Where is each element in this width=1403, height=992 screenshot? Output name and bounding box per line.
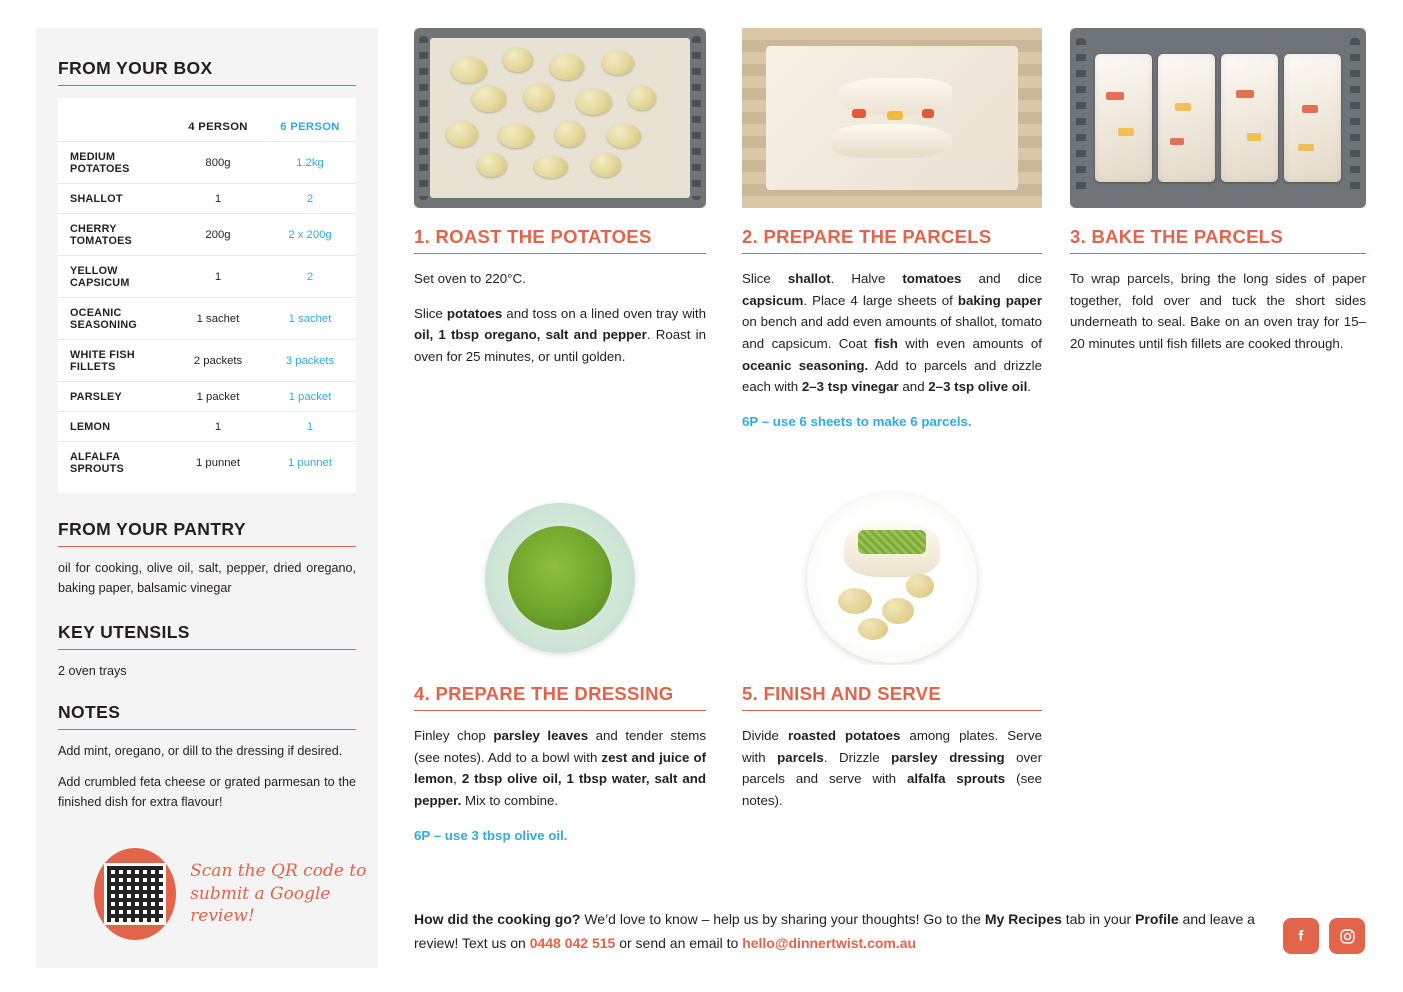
qty-6person: 1.2kg [264,142,356,184]
from-your-pantry-heading: FROM YOUR PANTRY [58,519,246,539]
step-1-title: 1. ROAST THE POTATOES [414,226,652,247]
fish-parcel-assembly-photo [742,28,1042,208]
footer-text-3: and leave a review! Text us on [414,911,1255,952]
ingredient-name: YELLOW CAPSICUM [58,256,172,298]
facebook-icon[interactable] [1283,918,1319,954]
qty-4person: 1 sachet [172,298,264,340]
col-header-4person: 4 PERSON [172,112,264,142]
table-row [58,298,356,340]
step-2-tip: 6P – use 6 sheets to make 6 parcels. [742,414,972,430]
table-row [58,184,356,214]
from-your-box-heading: FROM YOUR BOX [58,58,213,78]
ingredient-name: PARSLEY [58,382,172,412]
finished-plate-photo [742,490,1042,665]
qty-4person: 1 [172,412,264,442]
footer-profile: Profile [1135,911,1179,928]
ingredient-name: WHITE FISH FILLETS [58,340,172,382]
qr-code-icon[interactable] [104,863,166,925]
step-divider [414,710,706,711]
footer-text-2: tab in your [1061,911,1136,928]
step-divider [742,710,1042,711]
footer-text-4: or send an email to [615,935,743,952]
parcels-on-oven-tray-photo [1070,28,1366,208]
ingredient-name: ALFALFA SPROUTS [70,450,124,475]
spacer [58,493,356,519]
qr-caption-line1: Scan the QR code to [190,860,367,881]
step-5-paragraph-1: Divide roasted potatoes among plates. Serve with parcels. Drizzle parsley dressing over parcels and serve with alfalfa sprouts (see notes). [742,728,1043,809]
key-utensils-heading: KEY UTENSILS [58,622,190,643]
note-item: Add mint, oregano, or dill to the dressing if desired. [58,743,343,758]
step-3-column [1070,28,1366,368]
col-header-ingredient [58,112,172,142]
qty-6person: 2 [264,184,356,214]
footer-feedback [414,908,1274,956]
qty-4person: 200g [172,214,264,256]
table-row [58,442,356,484]
notes-heading: NOTES [58,701,121,722]
instagram-icon[interactable] [1329,918,1365,954]
step-3-title: 3. BAKE THE PARCELS [1070,226,1283,247]
pantry-text: oil for cooking, olive oil, salt, pepper, dried oregano, baking paper, balsamic vinegar [58,561,356,595]
qty-6person: 3 packets [264,340,356,382]
heading-divider [58,546,356,547]
roasted-potatoes-tray-photo [414,28,706,208]
qr-caption-line2: submit a Google review! [190,883,331,927]
step-2-title: 2. PREPARE THE PARCELS [742,226,992,247]
notes-section [58,702,356,813]
step-4-tip: 6P – use 3 tbsp olive oil. [414,827,568,843]
step-5-column [742,490,1042,825]
table-row [58,412,356,442]
table-row [58,256,356,298]
step-4-column [414,490,706,846]
qr-caption [190,860,378,929]
step-3-paragraph-1: To wrap parcels, bring the long sides of paper together, fold over and tuck the short sides underneath to seal. Bake on an oven tray for 15–20 minutes until fish fillets are cooked through. [1070,271,1366,352]
table-header-row [58,112,356,142]
sidebar-panel [36,28,378,968]
qty-4person: 800g [172,142,264,184]
ingredients-table [58,112,356,483]
step-4-title: 4. PREPARE THE DRESSING [414,683,674,704]
col-header-6person: 6 PERSON [264,112,356,142]
step-divider [1070,253,1366,254]
from-your-pantry-section [58,519,356,598]
table-row [58,340,356,382]
qr-review-block[interactable] [94,848,378,940]
step-1-column [414,28,706,381]
ingredient-name: SHALLOT [58,184,172,214]
qty-6person: 1 punnet [288,456,332,469]
footer-question: How did the cooking go? [414,911,581,928]
step-5-title: 5. FINISH AND SERVE [742,683,941,704]
qty-4person: 2 packets [172,340,264,382]
qty-4person: 1 punnet [196,456,240,469]
step-4-paragraph-1: Finley chop parsley leaves and tender stems (see notes). Add to a bowl with zest and juice of lemon, 2 tbsp olive oil, 1 tbsp water, salt and pepper. Mix to combine. [414,728,707,809]
ingredient-name: MEDIUM POTATOES [58,142,172,184]
footer-myrecipes: My Recipes [984,911,1062,928]
table-row [58,214,356,256]
qty-6person: 1 sachet [264,298,356,340]
step-1-paragraph-1: Set oven to 220°C. [414,271,526,286]
qty-6person: 2 x 200g [264,214,356,256]
step-2-paragraph-1: Slice shallot. Halve tomatoes and dice capsicum. Place 4 large sheets of baking paper on bench and add even amounts of shallot, tomato and capsicum. Coat fish with even amounts of oceanic seasoning. Add to parcels and drizzle each with 2–3 tsp vinegar and 2–3 tsp olive oil. [742,271,1043,395]
qty-6person: 2 [264,256,356,298]
table-row [58,142,356,184]
heading-divider [58,85,356,86]
qty-4person: 1 packet [172,382,264,412]
qty-4person: 1 [172,184,264,214]
qty-4person: 1 [172,256,264,298]
ingredient-name: LEMON [58,412,172,442]
step-2-column [742,28,1042,432]
qr-code-badge[interactable] [94,848,176,940]
ingredient-name: CHERRY TOMATOES [58,214,172,256]
parsley-dressing-bowl-photo [414,490,706,665]
footer-phone-link[interactable]: 0448 042 515 [529,935,616,952]
note-item: Add crumbled feta cheese or grated parmesan to the finished dish for extra flavour! [58,775,356,809]
ingredient-name: OCEANIC SEASONING [58,298,172,340]
from-your-box-section [58,58,356,493]
table-row [58,382,356,412]
step-divider [742,253,1042,254]
footer-email-link[interactable]: hello@dinnertwist.com.au [742,935,917,952]
heading-divider [58,649,356,650]
key-utensils-text: 2 oven trays [58,664,127,679]
social-links [1283,918,1365,954]
qty-6person: 1 packet [264,382,356,412]
qty-6person: 1 [264,412,356,442]
step-divider [414,253,706,254]
footer-text-1: We’d love to know – help us by sharing your thoughts! Go to the [580,911,985,928]
key-utensils-section [58,622,356,682]
step-1-paragraph-2: Slice potatoes and toss on a lined oven tray with oil, 1 tbsp oregano, salt and pepper. Roast in oven for 25 minutes, or until golden. [414,305,706,365]
ingredients-table-wrap [58,98,356,493]
heading-divider [58,729,356,730]
